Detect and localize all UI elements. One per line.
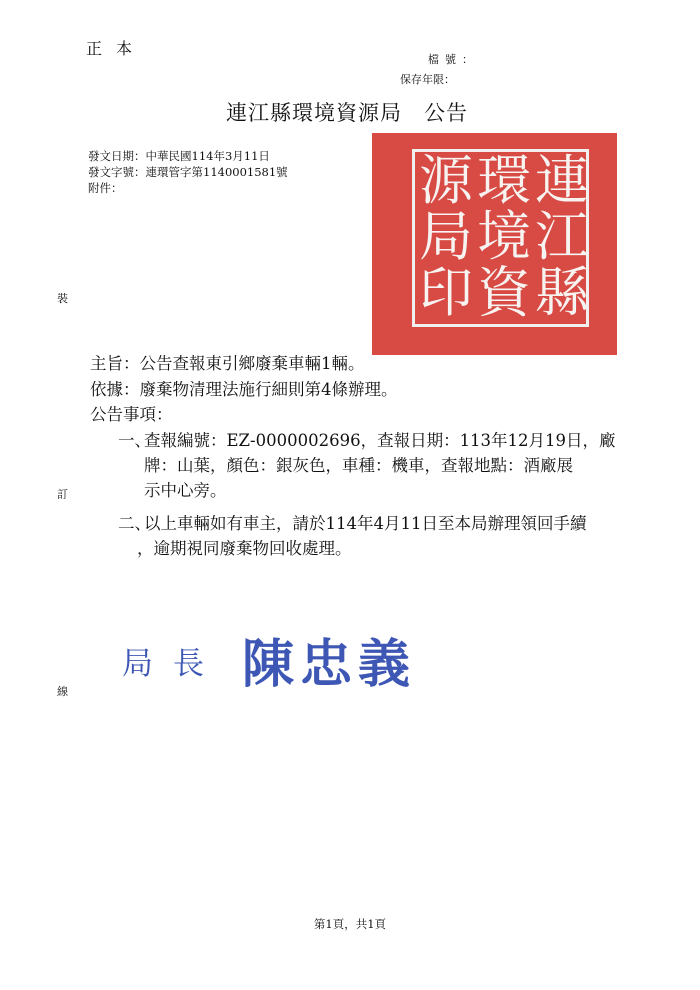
binding-mark: 訂 (57, 488, 68, 501)
seal-char: 環 (477, 149, 531, 212)
item-number: 一、 (118, 431, 151, 450)
attachment-label: 附件： (88, 181, 123, 195)
item-line: 示中心旁。 (144, 481, 227, 500)
item-line: 以上車輛如有車主，請於114年4月11日至本局辦理領回手續 (144, 514, 587, 533)
binding-mark: 線 (57, 685, 68, 698)
seal-char: 江 (535, 205, 589, 268)
page-number: 第1頁，共1頁 (313, 917, 387, 931)
official-seal (372, 133, 617, 355)
seal-char: 源 (419, 149, 473, 212)
notice-heading: 公告事項： (90, 405, 173, 424)
seal-char: 印 (419, 261, 473, 324)
director-signature (122, 622, 452, 695)
item-line: 查報編號：EZ-0000002696，查報日期：113年12月19日，廠 (144, 431, 616, 450)
file-meta (400, 50, 479, 90)
seal-char: 連 (535, 149, 589, 212)
copy-mark: 正本 (86, 39, 147, 58)
seal-char: 縣 (535, 261, 589, 324)
retention-period-label: 保存年限： (400, 73, 455, 86)
signer-name-stamp: 陳忠義 (242, 634, 417, 695)
item-line: 牌：山葉，顏色：銀灰色，車種：機車，查報地點：酒廠展 (144, 456, 573, 475)
item-line: ，逾期視同廢棄物回收處理。 (137, 539, 352, 558)
subject-line: 主旨：公告查報東引鄉廢棄車輛1輛。 (90, 354, 365, 373)
seal-char: 資 (477, 261, 531, 324)
seal-char: 局 (419, 205, 473, 268)
seal-frame (412, 149, 589, 327)
reference-number: 發文字號：連環管字第1140001581號 (88, 165, 288, 179)
document-title: 連江縣環境資源局 公告 (226, 101, 468, 125)
item-number: 二、 (118, 514, 151, 533)
seal-char: 境 (477, 205, 531, 268)
issue-meta (88, 148, 288, 196)
issue-date: 發文日期：中華民國114年3月11日 (88, 149, 270, 163)
signer-title: 局長 (122, 646, 224, 682)
binding-mark: 裝 (57, 292, 68, 305)
archive-number-label: 檔號： (428, 53, 479, 66)
basis-line: 依據：廢棄物清理法施行細則第4條辦理。 (90, 380, 398, 399)
